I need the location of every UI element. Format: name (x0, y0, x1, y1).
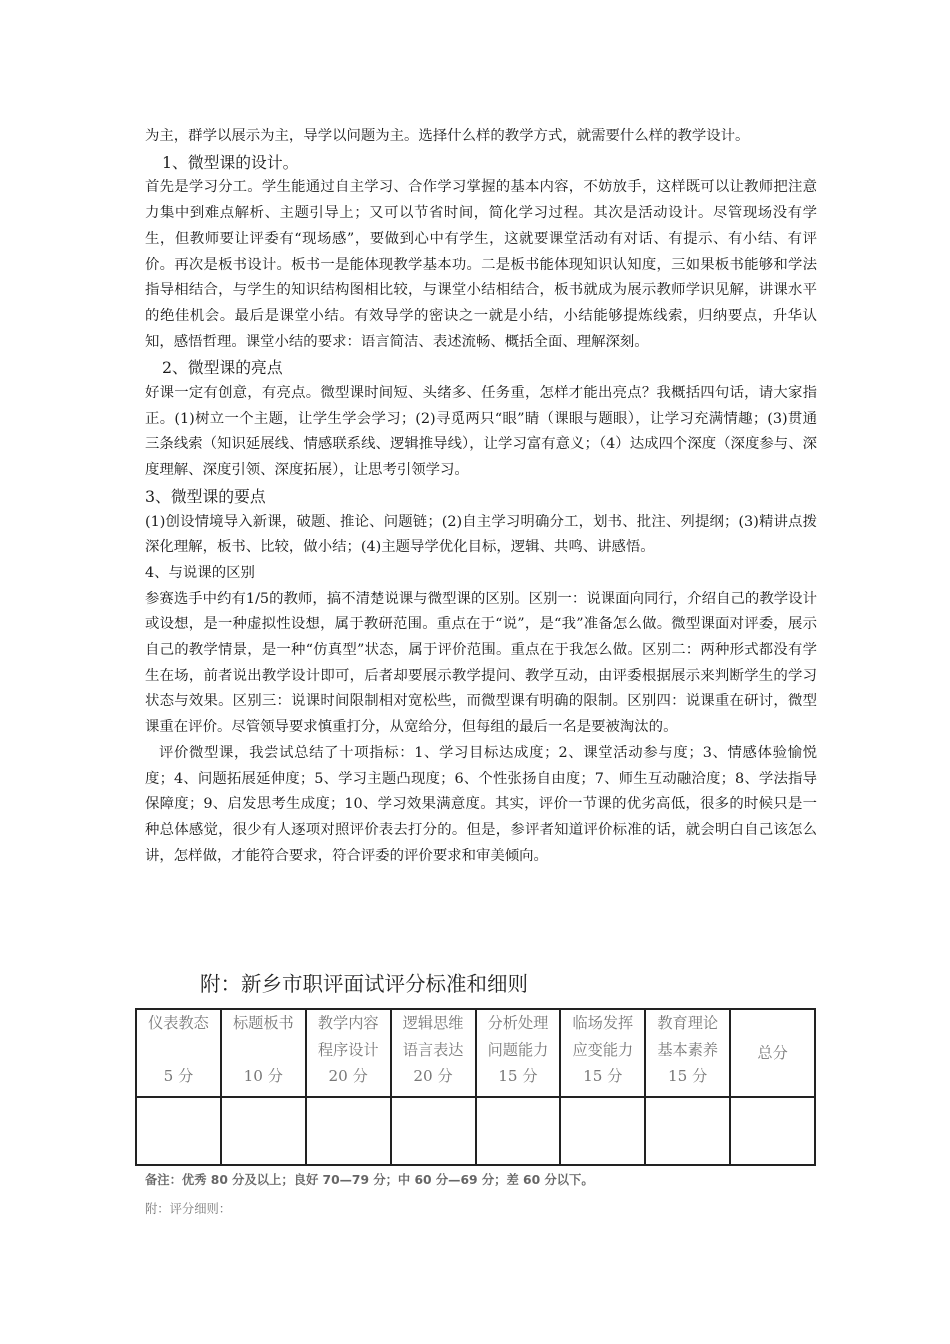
intro-line: 为主，群学以展示为主，导学以问题为主。选择什么样的教学方式，就需要什么样的教学设计。 (145, 128, 750, 144)
section-1-body: 首先是学习分工。学生能通过自主学习、合作学习掌握的基本内容，不妨放手，这样既可以让教师把注意力集中到难点解析、主题引导上；又可以节省时间，简化学习过程。其次是活动设计。尽管现场没有学生，但教师要让评委有“现场感”，要做到心中有学生，这就要课堂活动有对话、有提示、有小结、有评价。再次是板书设计。板书一是能体现教学基本功。二是板书能体现知识认知度，三如果板书能够和学法指导相结合，与学生的知识结构图相比较，与课堂小结相结合，板书就成为展示教师学识见解，讲课水平的绝佳机会。最后是课堂小结。有效导学的密诀之一就是小结，小结能够提炼线索，归纳要点，升华认知，感悟哲理。课堂小结的要求：语言简洁、表述流畅、概括全面、理解深刻。 (145, 179, 817, 350)
score-header-row (136, 1009, 815, 1097)
section-3-body: (1)创设情境导入新课，破题、推论、问题链；(2)自主学习明确分工，划书、批注、列提纲；(3)精讲点拨深化理解，板书、比较，做小结；(4)主题导学优化目标，逻辑、共鸣、讲感悟。 (145, 513, 817, 556)
score-column: 标题板书 10 分 (221, 1009, 306, 1097)
score-input-cell[interactable] (306, 1097, 391, 1165)
section-3-heading: 3、微型课的要点 (145, 486, 266, 506)
section-4-body-2: 评价微型课，我尝试总结了十项指标：1、学习目标达成度；2、课堂活动参与度；3、情感体验愉悦度；4、问题拓展延伸度；5、学习主题凸现度；6、个性张扬自由度；7、师生互动融洽度；8、学法指导保障度；9、启发思考生成度；10、学习效果满意度。其实，评价一节课的优劣高低，很多的时候只是一种总体感觉，很少有人逐项对照评价表去打分的。但是，参评者知道评价标准的话，就会明白自己该怎么讲，怎样做，才能符合要求，符合评委的评价要求和审美倾向。 (145, 744, 817, 864)
score-input-cell[interactable] (476, 1097, 561, 1165)
score-column: 逻辑思维 语言表达 20 分 (391, 1009, 476, 1097)
score-input-cell[interactable] (136, 1097, 221, 1165)
section-4-heading: 4、与说课的区别 (145, 564, 255, 581)
section-4-body: 参赛选手中约有1/5的教师，搞不清楚说课与微型课的区别。区别一：说课面向同行，介绍自己的教学设计或设想，是一种虚拟性设想，属于教研范围。重点在于“说”，是“我”准备怎么做。微型课面对评委，展示自己的教学情景，是一种“仿真型”状态，属于评价范围。重点在于我怎么做。区别二：两种形式都没有学生在场，前者说出教学设计即可，后者却要展示教学提问、教学互动，由评委根据展示来判断学生的学习状态与效果。区别三：说课时间限制相对宽松些，而微型课有明确的限制。区别四：说课重在研讨，微型课重在评价。尽管领导要求慎重打分，从宽给分，但每组的最后一名是要被淘汰的。 (145, 590, 817, 736)
total-column: 总分 (730, 1009, 815, 1097)
score-input-cell[interactable] (560, 1097, 645, 1165)
document-body (145, 124, 817, 869)
attachment-title: 附：新乡市职评面试评分标准和细则 (200, 972, 528, 996)
section-2-heading: 2、微型课的亮点 (162, 358, 283, 378)
score-input-cell[interactable] (221, 1097, 306, 1165)
score-column: 临场发挥 应变能力 15 分 (560, 1009, 645, 1097)
score-column: 教育理论 基本素养 15 分 (645, 1009, 730, 1097)
section-2-body: 好课一定有创意，有亮点。微型课时间短、头绪多、任务重，怎样才能出亮点？我概括四句话，请大家指正。(1)树立一个主题，让学生学会学习；(2)寻觅两只“眼”睛（课眼与题眼），让学习充满情趣；(3)贯通三条线索（知识延展线、情感联系线、逻辑推导线），让学习富有意义；（4）达成四个深度（深度参与、深度理解、深度引领、深度拓展），让思考引领学习。 (145, 385, 817, 479)
detail-label: 附：评分细则： (145, 1202, 232, 1216)
score-blank-row (136, 1097, 815, 1165)
section-1-heading: 1、微型课的设计。 (162, 152, 299, 172)
grading-note: 备注：优秀 80 分及以上；良好 70—79 分；中 60 分—69 分；差 60 分以下。 (145, 1173, 594, 1187)
score-table (135, 1008, 816, 1166)
score-column: 教学内容 程序设计 20 分 (306, 1009, 391, 1097)
total-input-cell[interactable] (730, 1097, 815, 1165)
score-input-cell[interactable] (391, 1097, 476, 1165)
score-input-cell[interactable] (645, 1097, 730, 1165)
score-column: 分析处理 问题能力 15 分 (476, 1009, 561, 1097)
score-column: 仪表教态 5 分 (136, 1009, 221, 1097)
